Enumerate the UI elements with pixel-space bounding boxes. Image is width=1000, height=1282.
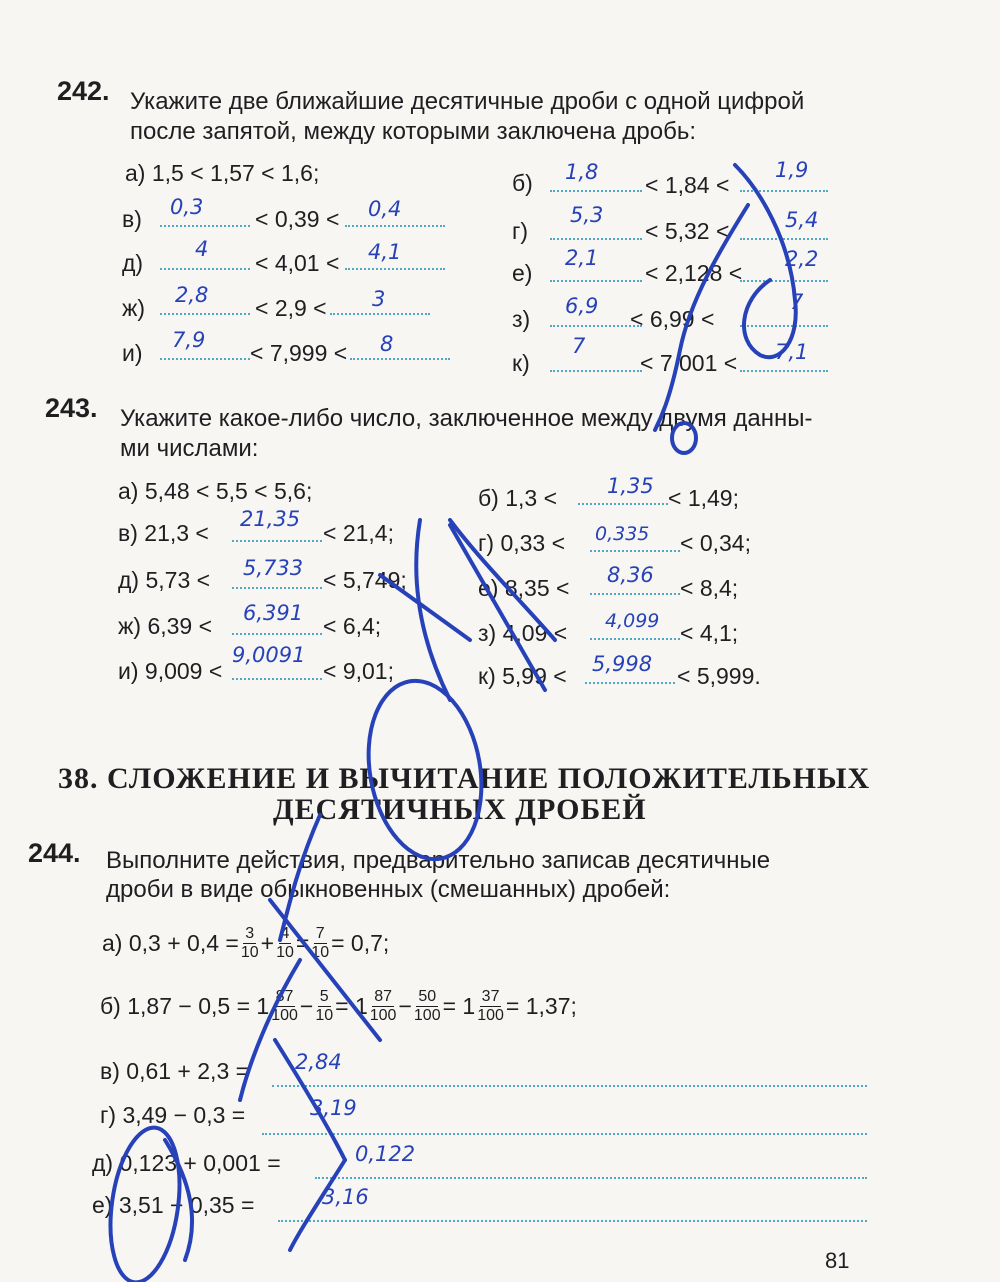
p242-item-z-expr: < 6,99 <: [630, 306, 715, 332]
denominator: 10: [240, 944, 259, 961]
answer-blank[interactable]: [550, 190, 642, 192]
answer-line[interactable]: [262, 1133, 867, 1135]
p242-item-g-label: г): [512, 218, 529, 244]
item-expression: 5,48 < 5,5 < 5,6;: [144, 478, 313, 504]
answer-blank[interactable]: [550, 370, 642, 372]
p244-item-d: [92, 1150, 281, 1177]
item-left: 5,99 <: [502, 663, 567, 689]
answer-blank[interactable]: [740, 238, 828, 240]
handwritten-answer: 9,0091: [232, 643, 306, 667]
item-expression: 0,61 + 2,3 =: [126, 1058, 250, 1084]
answer-blank[interactable]: [550, 238, 642, 240]
p242-item-v-label: в): [122, 206, 142, 232]
p243-item-zh-right: < 6,4;: [323, 613, 382, 639]
answer-blank[interactable]: [160, 268, 250, 270]
item-left: 6,39 <: [147, 613, 213, 639]
handwritten-answer: 1,8: [565, 160, 599, 184]
p243-item-z-right: < 4,1;: [680, 620, 739, 646]
handwritten-answer: 7,9: [172, 328, 206, 352]
item-label: а): [102, 930, 123, 956]
item-expression: 0,123 + 0,001 =: [119, 1150, 281, 1176]
denominator: 100: [413, 1007, 441, 1024]
p242-item-z-label: з): [512, 306, 531, 332]
item-label: д): [118, 567, 140, 593]
p243-item-d-right: < 5,749;: [323, 567, 407, 593]
fraction: [315, 988, 333, 1025]
numerator: 87: [275, 988, 294, 1005]
p243-item-e: [478, 575, 569, 602]
section-heading-line1: 38. СЛОЖЕНИЕ И ВЫЧИТАНИЕ ПОЛОЖИТЕЛЬНЫХ: [58, 762, 871, 795]
numerator: 4: [280, 925, 290, 942]
item-left: 5,73 <: [145, 567, 211, 593]
answer-blank[interactable]: [550, 325, 642, 327]
p243-item-z: [478, 620, 567, 647]
p242-item-b-expr: < 1,84 <: [645, 172, 730, 198]
equals-sign: = 1: [442, 993, 476, 1019]
handwritten-answer: 8: [380, 332, 394, 356]
p242-item-e-label: е): [512, 260, 533, 286]
p244-item-a: [102, 925, 389, 962]
problem-243-text-line1: Укажите какое-либо число, заключенное между двумя данны-: [120, 405, 813, 432]
problem-242-text-line1: Укажите две ближайшие десятичные дроби с одной цифрой: [130, 88, 805, 115]
item-label: а): [125, 160, 146, 186]
plus-sign: +: [260, 930, 275, 956]
item-label: а): [118, 478, 139, 504]
fraction: [414, 988, 441, 1025]
handwritten-answer: 0,335: [595, 523, 650, 545]
denominator: 10: [276, 944, 294, 961]
p243-item-g-right: < 0,34;: [680, 530, 751, 556]
answer-blank[interactable]: [740, 325, 828, 327]
p242-item-zh-label: ж): [122, 295, 146, 321]
handwritten-answer: 3: [372, 287, 386, 311]
result: = 1,37;: [505, 993, 577, 1019]
item-left: 4,09 <: [502, 620, 568, 646]
item-label: г): [478, 530, 495, 556]
handwritten-answer: 0,4: [368, 197, 402, 221]
handwritten-answer: 5,3: [570, 203, 604, 227]
item-label: е): [478, 575, 499, 601]
problem-244-number: 244.: [28, 838, 81, 868]
item-expression: 1,5 < 1,57 < 1,6;: [151, 160, 320, 186]
p242-item-k-label: к): [512, 350, 530, 376]
numerator: 87: [374, 988, 392, 1005]
p243-item-b: [478, 485, 557, 512]
p242-item-d-label: д): [122, 250, 144, 276]
minus-sign: −: [398, 993, 412, 1019]
answer-blank[interactable]: [160, 225, 250, 227]
p242-item-i-label: и): [122, 340, 143, 366]
handwritten-answer: 0,3: [170, 195, 204, 219]
handwritten-answer: 2,8: [175, 283, 209, 307]
handwritten-answer: 8,36: [607, 563, 654, 587]
numerator: 50: [418, 988, 437, 1005]
handwritten-answer: 0,122: [355, 1142, 416, 1166]
p243-item-b-right: < 1,49;: [668, 485, 739, 511]
p242-item-b-label: б): [512, 170, 533, 196]
handwritten-answer: 5,998: [592, 652, 653, 676]
p243-item-g: [478, 530, 565, 557]
p242-item-v-expr: < 0,39 <: [255, 206, 340, 232]
handwritten-answer: 7,1: [775, 340, 809, 364]
denominator: 10: [311, 944, 330, 961]
p244-item-v: [100, 1058, 249, 1085]
equals-sign: = 1: [335, 993, 368, 1019]
result: = 0,7;: [331, 930, 390, 956]
item-label: б): [100, 993, 121, 1019]
p243-item-a: [118, 478, 312, 505]
p244-item-b: [100, 988, 577, 1025]
problem-242-text-line2: после запятой, между которыми заключена дробь:: [130, 118, 696, 145]
answer-blank[interactable]: [550, 280, 642, 282]
item-expression: 1,87 − 0,5 = 1: [127, 993, 270, 1019]
answer-blank[interactable]: [590, 593, 680, 595]
item-label: и): [118, 658, 139, 684]
item-left: 9,009 <: [144, 658, 223, 684]
answer-blank[interactable]: [345, 268, 445, 270]
answer-blank[interactable]: [740, 280, 828, 282]
problem-244-text-line1: Выполните действия, предварительно записав десятичные: [106, 847, 771, 874]
answer-blank[interactable]: [590, 550, 680, 552]
numerator: 37: [481, 988, 500, 1005]
item-label: в): [100, 1058, 120, 1084]
answer-blank[interactable]: [232, 587, 322, 589]
answer-blank[interactable]: [740, 370, 828, 372]
p243-item-v: [118, 520, 209, 547]
section-heading-line2: ДЕСЯТИЧНЫХ ДРОБЕЙ: [273, 793, 647, 826]
answer-blank[interactable]: [350, 358, 450, 360]
answer-blank[interactable]: [585, 682, 675, 684]
numerator: 3: [245, 925, 255, 942]
scribble-stroke: [416, 520, 450, 700]
answer-line[interactable]: [278, 1220, 867, 1222]
problem-242-number: 242.: [57, 76, 110, 106]
numerator: 7: [315, 925, 325, 942]
answer-blank[interactable]: [232, 633, 322, 635]
equals-sign: =: [295, 930, 310, 956]
p243-item-zh: [118, 613, 212, 640]
item-label: е): [92, 1192, 113, 1218]
denominator: 100: [369, 1007, 397, 1024]
answer-blank[interactable]: [578, 503, 668, 505]
handwritten-answer: 4: [195, 237, 209, 261]
item-expression: 0,3 + 0,4 =: [128, 930, 239, 956]
item-expression: 3,51 − 0,35 =: [118, 1192, 255, 1218]
p242-item-zh-expr: < 2,9 <: [255, 295, 327, 321]
handwritten-answer: 3,16: [322, 1185, 369, 1209]
p244-item-g: [100, 1102, 245, 1129]
denominator: 100: [271, 1007, 298, 1024]
item-left: 21,3 <: [144, 520, 209, 546]
p243-item-d: [118, 567, 210, 594]
handwritten-answer: 1,35: [607, 474, 654, 498]
p243-item-i: [118, 658, 222, 685]
fraction: [271, 988, 298, 1025]
handwritten-answer: 2,1: [565, 246, 599, 270]
item-expression: 3,49 − 0,3 =: [122, 1102, 246, 1128]
problem-243-number: 243.: [45, 393, 98, 423]
answer-blank[interactable]: [232, 540, 322, 542]
item-label: ж): [118, 613, 142, 639]
handwritten-answer: 2,84: [295, 1050, 342, 1074]
item-label: в): [118, 520, 138, 546]
answer-line[interactable]: [315, 1177, 867, 1179]
p242-item-g-expr: < 5,32 <: [645, 218, 730, 244]
fraction: [276, 925, 294, 962]
numerator: 5: [319, 988, 329, 1005]
handwritten-answer: 7: [572, 334, 586, 358]
item-left: 0,33 <: [500, 530, 566, 556]
denominator: 10: [315, 1007, 334, 1024]
fraction: [477, 988, 504, 1025]
p244-item-e: [92, 1192, 254, 1219]
fraction: [370, 988, 397, 1025]
answer-blank[interactable]: [232, 678, 322, 680]
p243-item-v-right: < 21,4;: [323, 520, 394, 546]
handwritten-answer: 6,9: [565, 294, 599, 318]
answer-blank[interactable]: [590, 638, 680, 640]
p242-item-a: [125, 160, 319, 187]
p243-item-k: [478, 663, 567, 690]
p243-item-k-right: < 5,999.: [677, 663, 761, 689]
p243-item-e-right: < 8,4;: [680, 575, 739, 601]
problem-243-text-line2: ми числами:: [120, 435, 259, 462]
answer-blank[interactable]: [740, 190, 828, 192]
item-label: б): [478, 485, 499, 511]
handwritten-answer: 3,19: [310, 1096, 357, 1120]
handwritten-answer: 4,099: [605, 610, 660, 632]
item-left: 8,35 <: [504, 575, 570, 601]
p242-item-i-expr: < 7,999 <: [250, 340, 348, 366]
answer-line[interactable]: [272, 1085, 867, 1087]
handwritten-answer: 6,391: [243, 601, 304, 625]
minus-sign: −: [299, 993, 314, 1019]
handwritten-answer: 1,9: [775, 158, 809, 182]
handwritten-answer: 5,733: [243, 556, 304, 580]
handwritten-answer: 5,4: [785, 208, 819, 232]
answer-blank[interactable]: [160, 313, 250, 315]
item-label: г): [100, 1102, 117, 1128]
item-label: д): [92, 1150, 114, 1176]
handwritten-answer: 7: [790, 290, 804, 314]
problem-244-text-line2: дроби в виде обыкновенных (смешанных) дробей:: [106, 876, 671, 903]
answer-blank[interactable]: [345, 225, 445, 227]
p243-item-i-right: < 9,01;: [323, 658, 394, 684]
answer-blank[interactable]: [330, 313, 430, 315]
p242-item-k-expr: < 7,001 <: [640, 350, 738, 376]
handwritten-answer: 21,35: [240, 507, 301, 531]
page-number: 81: [825, 1248, 850, 1273]
item-label: к): [478, 663, 496, 689]
denominator: 100: [477, 1007, 504, 1024]
fraction: [311, 925, 329, 962]
fraction: [241, 925, 259, 962]
p242-item-e-expr: < 2,128 <: [645, 260, 743, 286]
handwritten-answer: 4,1: [368, 240, 402, 264]
p242-item-d-expr: < 4,01 <: [255, 250, 340, 276]
item-label: з): [478, 620, 497, 646]
handwritten-answer: 2,2: [785, 247, 819, 271]
answer-blank[interactable]: [160, 358, 250, 360]
item-left: 1,3 <: [505, 485, 558, 511]
